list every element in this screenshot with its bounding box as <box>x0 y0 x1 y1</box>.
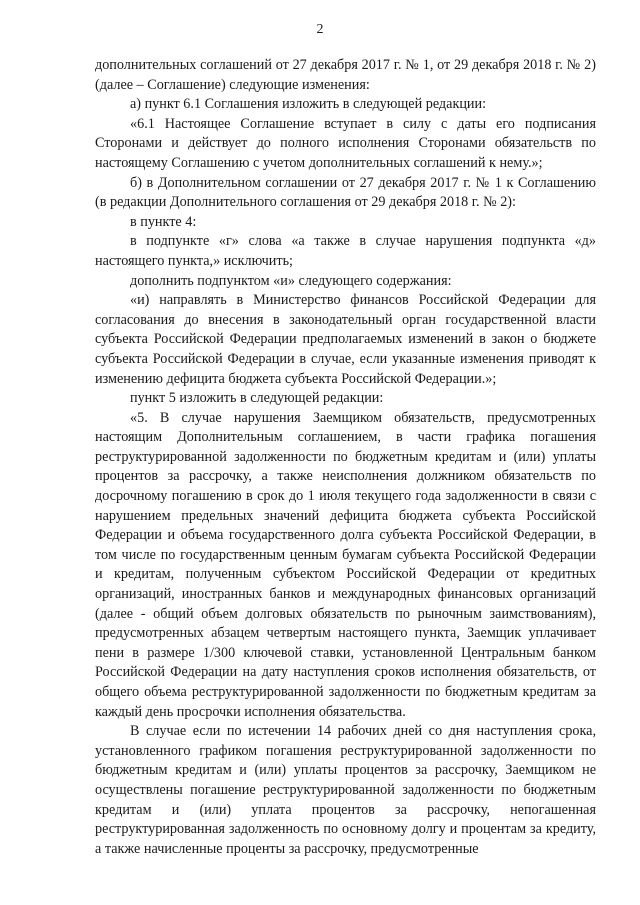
paragraph-item-a: а) пункт 6.1 Соглашения изложить в следующей редакции: <box>130 96 487 113</box>
paragraph-point-5-heading: пункт 5 изложить в следующей редакции: <box>130 390 384 407</box>
paragraph-subpoint-g: в подпункте «г» слова «а также в случае нарушения подпункта «д» настоящего пункта,» исключить; <box>95 233 596 269</box>
paragraph-item-b: б) в Дополнительном соглашении от 27 декабря 2017 г. № 1 к Соглашению (в редакции Дополнительного соглашения от 29 декабря 2018 г. № 2): <box>95 174 596 211</box>
paragraph-overdue-case: В случае если по истечении 14 рабочих дней со дня наступления срока, установленного графиком погашения реструктурированной задолженности по бюджетным кредитам и (или) уплаты процентов за рассрочку, Заемщиком не осуществлены погашение реструктурированной задолженности по бюджетным кредитам и (или) уплата процентов за рассрочку, непогашенная реструктурированная задолженность по основному долгу и процентам за кредиту, а также начисленные проценты за рассрочку, предусмотренные <box>95 723 596 857</box>
paragraph-in-point-4: в пункте 4: <box>130 213 197 230</box>
document-body <box>95 56 596 859</box>
paragraph-point-5-text: «5. В случае нарушения Заемщиком обязательств, предусмотренных настоящим Дополнительным соглашением, в части графика погашения реструктурированной задолженности по бюджетным кредитам и (или) уплаты процентов за рассрочку, а также неисполнения должником обязательств по досрочному погашению в срок до 1 июля текущего года задолженности в связи с нарушением предельных значений дефицита бюджета субъекта Российской Федерации и объема государственного долга субъекта Российской Федерации, в том числе по государственным ценным бумагам субъекта Российской Федерации и кредитам, полученным субъектом Российской Федерации от кредитных организаций, иностранных банков и международных финансовых организаций (далее - общий объем долговых обязательств по рыночным заимствованиям), предусмотренных абзацем четвертым настоящего пункта, Заемщик уплачивает пени в размере 1/300 ключевой ставки, установленной Центральным банком Российской Федерации на дату наступления сроков исполнения обязательств, от общего объема реструктурированной задолженности по бюджетным кредитам за каждый день просрочки исполнения обязательства. <box>95 409 596 720</box>
paragraph-add-subpoint-i: дополнить подпунктом «и» следующего содержания: <box>130 272 452 289</box>
paragraph-clause-6-1: «6.1 Настоящее Соглашение вступает в силу с даты его подписания Сторонами и действует до полного исполнения Сторонами обязательств по настоящему Соглашению с учетом дополнительных соглашений к нему.»; <box>95 115 596 171</box>
paragraph-intro-continuation: дополнительных соглашений от 27 декабря 2017 г. № 1, от 29 декабря 2018 г. № 2) (далее – Соглашение) следующие изменения: <box>95 57 596 93</box>
paragraph-subpoint-i-text: «и) направлять в Министерство финансов Российской Федерации для согласования до внесения в законодательный орган государственной власти субъекта Российской Федерации предполагаемых изменений в закон о бюджете субъекта Российской Федерации в случае, если указанные изменения приводят к изменению дефицита бюджета субъекта Российской Федерации.»; <box>95 292 596 387</box>
page-number: 2 <box>316 22 324 37</box>
